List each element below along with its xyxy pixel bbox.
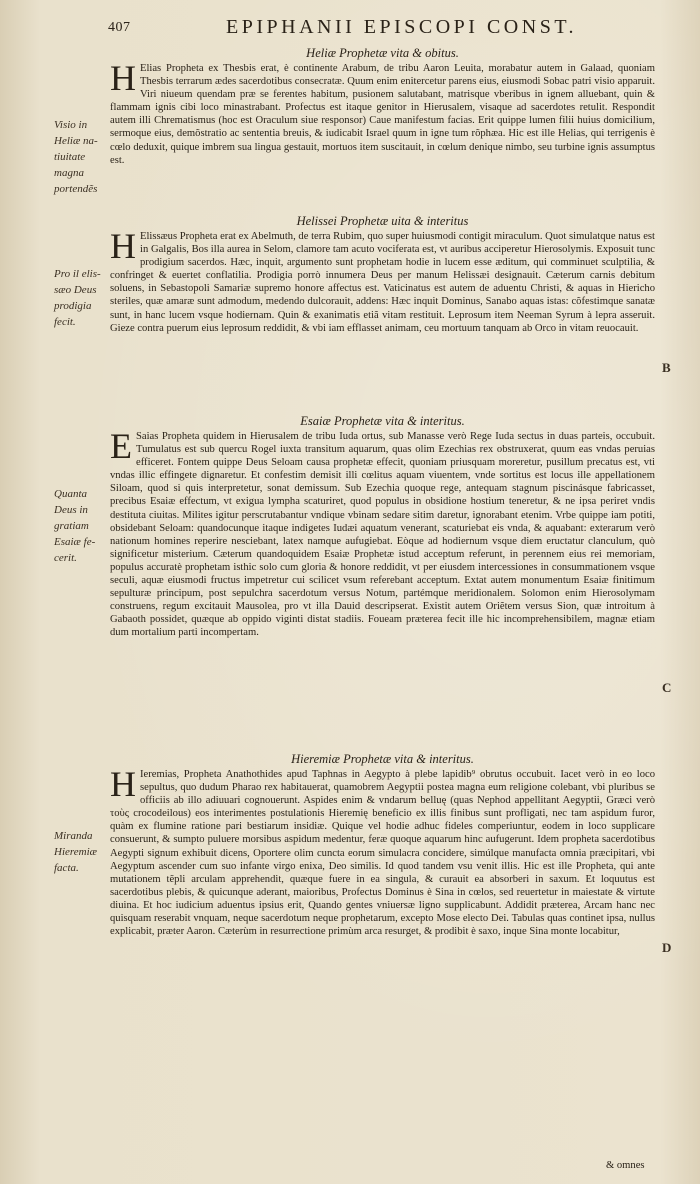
section-text: Elissæus Propheta erat ex Abelmuth, de terra Rubim, quo super huiusmodi contigit miraculum. Quot simulatque natus est in Galgalis, Bos illa aurea in Selom, clamore tam acuto vociferata est, vt auribus acciperetur Hierosolymis. Exposuit tunc prodigium sacerdos. Hæc, inquit, argumento sunt prophetam hodie in lucem esse æditum, qui comminuet sculptilia, & confringet & euertet conflatilia. Prodigia porrò innumera Deus per manum Helissæi designauit. Cæterum carnis debitum soluens, in Sebastopoli Samariæ supremo honore affectus est. Vaticinatus est autem de aduentu Christi, & aquas in Hiericho steriles, quæ amaræ sunt admodum, medendo dulcorauit, addens: Hæc inquit Dominus, Sanabo aquas istas: cõfestimque sanatæ sunt, in hanc lucem vsque hodiernam. Quin & exanimatis etiã vitam restituit. Leprosum item Neeman Syrum à lepra asseruit. Gieze contra puerum eius leprosum reddidit, & vbi iam efflasset animam, ceu mortuum tanquam ab Orco in vitam reuocauit. — [110, 231, 655, 334]
margin-note-line: portendẽs — [54, 183, 98, 195]
drop-cap: H — [110, 764, 136, 804]
section-heading: Esaiæ Prophetæ vita & interitus. — [300, 414, 465, 428]
margin-note-line: fecit. — [54, 316, 76, 328]
signature-mark: C — [662, 680, 672, 695]
margin-note-line: tiuitate — [54, 151, 86, 163]
margin-note-hieremias — [54, 828, 110, 876]
drop-cap: H — [110, 58, 136, 98]
margin-note-line: Visio in — [54, 119, 88, 131]
section-text: Ieremias, Propheta Anathothides apud Taphnas in Aegypto à plebe lapidib⁹ obrutus occubuit. Iacet verò in eo loco sepultus, quo dudum Pharao rex habitauerat, quamobrem Aegyptii postea magna eum religione colebant, vbi pluribus se officiis ab illo adiuuari cognouerunt. Aspides enim & vndarum belluę (quas Nephod appellitant Aegyptii, Græci verò τοὺς crocodeilous) eos interimentes postulationis Hieremię beneficio ex illis finibus sunt profligati, nec tam aspidum furor, quàm ex flumine ratione pari bestiarum insidiæ. Quique vel hodie adhuc fideles comperiuntur, eodem in loco supplicare consuerunt, & sumpto puluere morsibus aspidum medentur, feræ quoque aquarum hinc aufugerunt. Idem propheta sacerdotibus Aegypti signum exhibuit dicens, Oportere olim cuncta eorum simulacra concidere, simúlque manufacta omnia præcipitari, vbi Aegyptum ascender cum suo infante virgo enixa, Deo similis. Id quod tandem vsu venit illis. Hic est ille Propheta, qui ante mutationem tẽpli arculam apprehendit, quæque fuere in ea singula, & curauit ea absorberi in saxum. Et loquutus est sacerdotibus plebis, & quicunque aderant, maioribus, Profectus Dominus è Sina in cœlos, sed reuertetur in maiestate & virtute diuina. Et hoc iudicium aduentus ipsius erit, Quando gentes vniuersæ ligno supplicabunt. Addidit præterea, Arcam hanc nec quisquam reserabit vnquam, neque sacerdotum neque prophetarum, excepto Mose electo Dei. Tabulas quas continet ipsa, nullus explicabit, præter Aaron. Cæterùm in resurrectione primùm arca resurget, & prodibit è saxo, inque Sina monte locabitur, — [110, 769, 655, 938]
margin-note-line: Pro il elis- — [54, 268, 101, 280]
margin-note-line: prodigia — [54, 300, 92, 312]
section-text: Saias Propheta quidem in Hierusalem de tribu Iuda ortus, sub Manasse verò Rege Iuda sectus in duas parteis, occubuit. Tumulatus est sub quercu Rogel iuxta transitum aquarum, quas olim Ezechias rex obstruxerat, quum eas vndas peruias efficeret. Fontem quippe Deus Seloam causa prophetæ effecit, quoniam priusquam moreretur, pusillum precatus est, vti vndas illic effingete dignaretur. Et confestim demisit illi cœlitus aquam viuentem, vnde sortitus est locus ille appellationem Siloam, quod si quis interpretetur, sonat demissum. Sub Ezechia quoque rege, antequam stagnum piscinásque fabricasset, precibus Esaiæ effectum, vt exigua lympha scaturiret, quod populus in obsidione hostium teneretur, & ne ipsa periret vndis destituta ciuitas. Milites igitur perscrutabantur vndique vbinam sedare sitim daretur, ignorabant etenim. Vrbe quippe iam potiti, obsidebant Seloam: quandocunque itaque indigetes Iudæi aquatum venerant, scaturiebat eis vnda, & aquabant: exterarum verò nationum homines reperire nesciebant, latex namque aufugiebat. Eòque ad hodiernum vsque diem eructatur clanculum, quò significetur misterium. Cæterum quandoquidem Esaiæ Prophetæ istud acceptum referunt, in perennem eius rei memoriam, populus accuratè prophetam isthic solo cum gloria & honore reddidit, vt per eiusdem intercessiones in consummationem vsque seculi, aquæ eiusmodi fructus impetretur cui scilicet vsum referebant acceptum. Extat autem monumentum Esaiæ finitimum sepulturæ principum, post sepulchra sacerdotum versus Notum, partémque meridionalem. Solomon enim Hierosolymam construens, regum excitauit Mausolea, pro vt illa Dauid descripserat. Existit autem Oriẽtem versus Sion, quæ introitum à Gabaoth possidet, quæque ab oppido viginti distat stadiis. Foueam præterea fecit ille hic incomprehensibilem, magnæ etiam dum mortalium parti incompertam. — [110, 431, 655, 639]
drop-cap: H — [110, 226, 136, 266]
margin-note-esaias — [54, 486, 110, 566]
section-text: Elias Propheta ex Thesbis erat, è continente Arabum, de tribu Aaron Leuita, morabatur autem in Galaad, quoniam Thesbis terrarum ædes sacerdotibus consecratæ. Quum enim enitercetur parens eius, eiusmodi Sobac patri visio apparuit. Viri niueum quendam præ se ferentes habitum, pusionem salutabant, matrisque vberibus in ignem alluebant, quin & flammam ignis cibi loco minastrabant. Profectus est itaque genitor in Hierusalem, visaque ad sacerdotes retulit. Respondit autem illi Chrematismus (hoc est Oraculum siue responsor) Caue manifestum facias. Erit quippe lumen filii huius domicilium, sermoque eius, demõstratio ac sententia breuis, & iudicabit Israel quum in igne tum rõphæa. Hic est ille Helias, qui terrigenis è cœlo deduxit, quique imbrem sua lingua gestauit, mortuos item suscitauit, in cœlum denique nimbo, seu turbine ignis assumptus est. — [110, 63, 655, 166]
section-elias — [110, 44, 655, 167]
margin-note-line: Heliæ na- — [54, 135, 98, 147]
running-title: EPIPHANII EPISCOPI CONST. — [226, 16, 578, 38]
section-paragraph — [110, 58, 655, 167]
section-esaias — [110, 412, 655, 640]
margin-note-line: Quanta — [54, 488, 87, 500]
signature-mark: D — [662, 940, 672, 955]
section-paragraph — [110, 426, 655, 640]
margin-note-elisaeus — [54, 266, 110, 330]
margin-note-line: Deus in — [54, 504, 88, 516]
margin-note-elias — [54, 117, 110, 197]
section-paragraph — [110, 764, 655, 938]
margin-note-line: sæo Deus — [54, 284, 97, 296]
page-number: 407 — [108, 20, 131, 35]
margin-note-line: gratiam — [54, 520, 89, 532]
margin-note-line: facta. — [54, 862, 79, 874]
section-elisaeus — [110, 212, 655, 335]
margin-note-line: Esaiæ fe- — [54, 536, 96, 548]
running-head — [0, 8, 700, 42]
margin-note-line: Miranda — [54, 830, 93, 842]
drop-cap: E — [110, 426, 132, 466]
section-paragraph — [110, 226, 655, 335]
margin-note-line: Hieremiæ — [54, 846, 97, 858]
section-heading: Heliæ Prophetæ vita & obitus. — [306, 46, 459, 60]
section-heading: Helissei Prophetæ uita & interitus — [296, 214, 469, 228]
catchword: & omnes — [606, 1160, 645, 1171]
margin-note-line: cerit. — [54, 552, 77, 564]
signature-mark: B — [662, 360, 671, 375]
margin-note-line: magna — [54, 167, 84, 179]
section-hieremias — [110, 750, 655, 938]
section-heading: Hieremiæ Prophetæ vita & interitus. — [291, 752, 474, 766]
